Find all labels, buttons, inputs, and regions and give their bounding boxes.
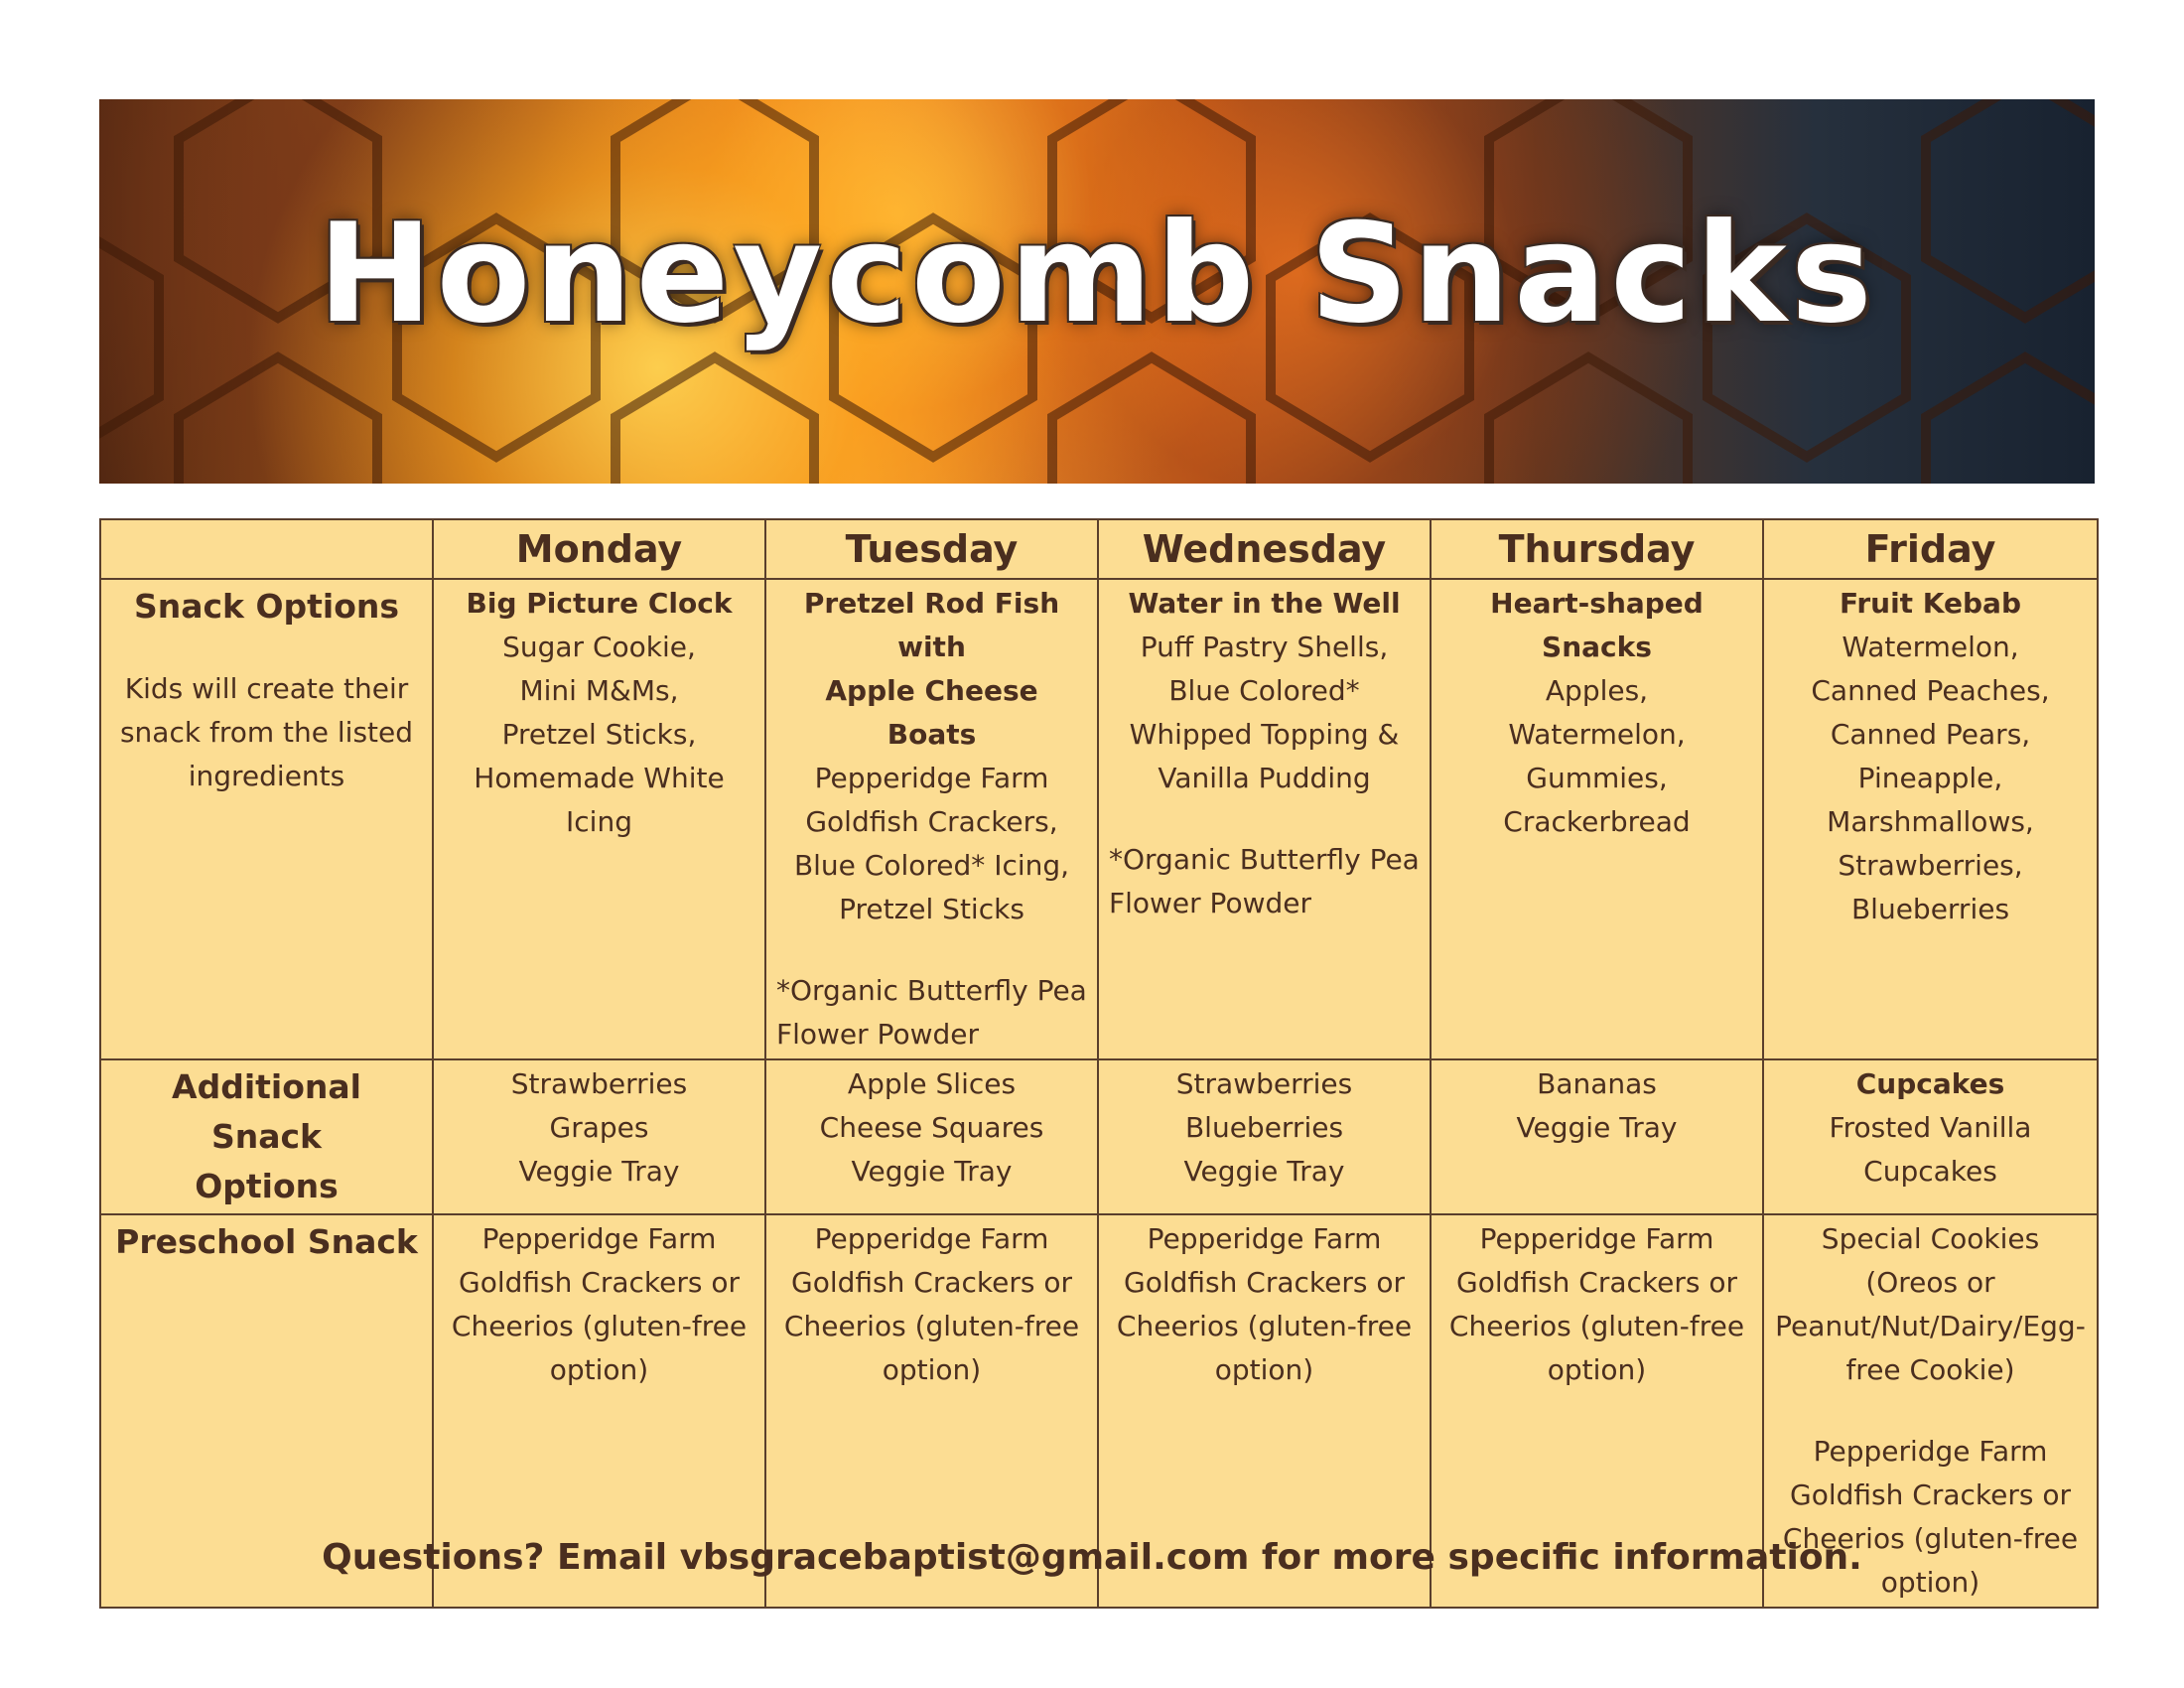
row-label-preschool: Preschool Snack — [100, 1214, 433, 1608]
row-label-snack-options — [100, 579, 433, 1059]
day-header-monday: Monday — [433, 519, 765, 579]
cell-snack-tuesday: Pretzel Rod Fish with Apple Cheese Boats Pepperidge Farm Goldfish Crackers, Blue Colored* Icing, Pretzel Sticks *Organic Butterfly Pea Flower Powder — [765, 579, 1098, 1059]
footnote: *Organic Butterfly Pea — [776, 974, 1087, 1007]
cell-snack-wednesday: Water in the Well Puff Pastry Shells, Blue Colored* Whipped Topping & Vanilla Pudding *Organic Butterfly Pea Flower Powder — [1098, 579, 1431, 1059]
cell-snack-thursday: Heart-shaped Snacks Apples, Watermelon, Gummies, Crackerbread — [1431, 579, 1763, 1059]
snack-name: Big Picture Clock — [466, 587, 733, 620]
snack-name: Apple Cheese Boats — [825, 674, 1038, 751]
row-title: Snack Options — [133, 587, 400, 626]
cell-preschool-wednesday: Pepperidge Farm Goldfish Crackers or Cheerios (gluten-free option) — [1098, 1214, 1431, 1608]
snack-name: Water in the Well — [1128, 587, 1401, 620]
footnote: Flower Powder — [1109, 887, 1311, 919]
cell-additional-friday: Cupcakes Frosted Vanilla Cupcakes — [1763, 1059, 2098, 1214]
day-header-friday: Friday — [1763, 519, 2098, 579]
snack-schedule-table — [99, 518, 2099, 1609]
cell-snack-monday: Big Picture Clock Sugar Cookie, Mini M&Ms, Pretzel Sticks, Homemade White Icing — [433, 579, 765, 1059]
day-header-tuesday: Tuesday — [765, 519, 1098, 579]
snack-name: Heart-shaped Snacks — [1490, 587, 1704, 663]
banner-title: Honeycomb Snacks — [318, 194, 1876, 353]
cell-preschool-tuesday: Pepperidge Farm Goldfish Crackers or Cheerios (gluten-free option) — [765, 1214, 1098, 1608]
table-row-snack-options — [100, 579, 2098, 1059]
cell-additional-tuesday: Apple Slices Cheese Squares Veggie Tray — [765, 1059, 1098, 1214]
day-header-wednesday: Wednesday — [1098, 519, 1431, 579]
table-row-additional — [100, 1059, 2098, 1214]
day-header-thursday: Thursday — [1431, 519, 1763, 579]
row-label-additional: Additional Snack Options — [100, 1059, 433, 1214]
cell-additional-wednesday: Strawberries Blueberries Veggie Tray — [1098, 1059, 1431, 1214]
table-header-row — [100, 519, 2098, 579]
footer-contact-text: Questions? Email vbsgracebaptist@gmail.com for more specific information. — [322, 1537, 1862, 1578]
footnote: Flower Powder — [776, 1018, 979, 1051]
corner-cell — [100, 519, 433, 579]
snack-name: Pretzel Rod Fish with — [803, 587, 1060, 663]
cell-snack-friday: Fruit Kebab Watermelon, Canned Peaches, Canned Pears, Pineapple, Marshmallows, Strawberries, Blueberries — [1763, 579, 2098, 1059]
cell-preschool-monday: Pepperidge Farm Goldfish Crackers or Cheerios (gluten-free option) — [433, 1214, 765, 1608]
cell-additional-thursday: Bananas Veggie Tray — [1431, 1059, 1763, 1214]
cell-preschool-friday: Special Cookies (Oreos or Peanut/Nut/Dairy/Egg- free Cookie) Pepperidge Farm Goldfish Crackers or Cheerios (gluten-free option) — [1763, 1214, 2098, 1608]
cell-additional-monday: Strawberries Grapes Veggie Tray — [433, 1059, 765, 1214]
snack-name: Cupcakes — [1855, 1067, 2005, 1100]
footnote: *Organic Butterfly Pea — [1109, 843, 1420, 876]
header-banner — [99, 99, 2095, 484]
snack-name: Fruit Kebab — [1840, 587, 2021, 620]
row-subtitle: Kids will create their snack from the listed ingredients — [119, 672, 414, 792]
cell-preschool-thursday: Pepperidge Farm Goldfish Crackers or Cheerios (gluten-free option) — [1431, 1214, 1763, 1608]
